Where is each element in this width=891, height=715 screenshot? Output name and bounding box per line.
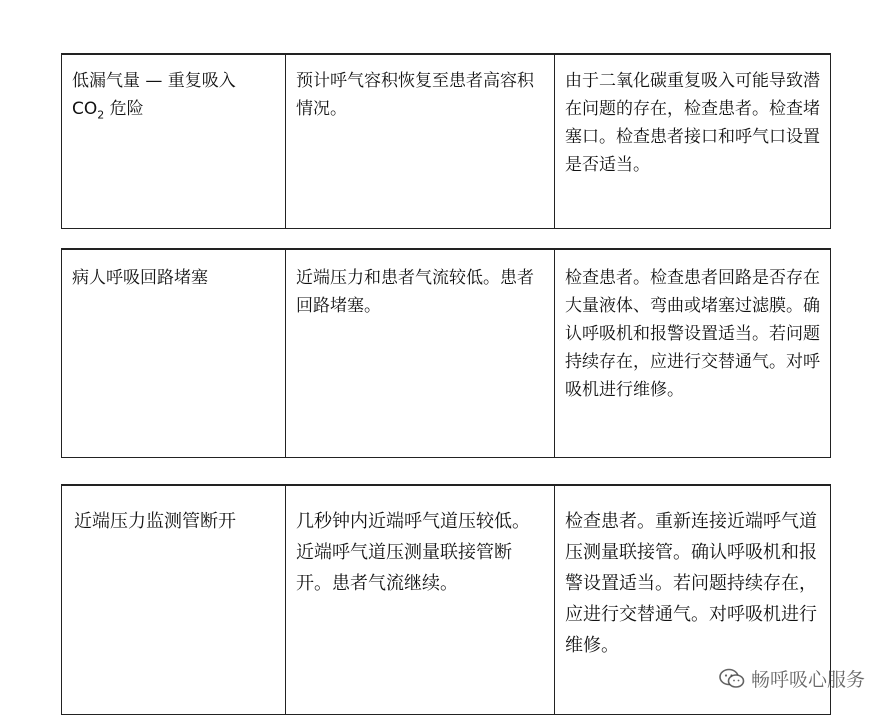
action-cell: 检查患者。检查患者回路是否存在大量液体、弯曲或堵塞过滤膜。确认呼吸机和报警设置适当。若问题持续存在，应进行交替通气。对呼吸机进行维修。 bbox=[554, 250, 830, 457]
condition-suffix: 危险 bbox=[104, 99, 144, 119]
table-row bbox=[61, 484, 831, 715]
condition-cell bbox=[62, 55, 285, 228]
condition-text: 低漏气量 — 重复吸入 bbox=[72, 71, 236, 91]
description-cell: 近端压力和患者气流较低。患者回路堵塞。 bbox=[285, 250, 554, 457]
condition-cell: 近端压力监测管断开 bbox=[74, 511, 236, 532]
description-cell: 几秒钟内近端呼气道压较低。近端呼气道压测量联接管断开。患者气流继续。 bbox=[285, 486, 554, 714]
action-cell: 由于二氧化碳重复吸入可能导致潜在问题的存在，检查患者。检查堵塞口。检查患者接口和呼气口设置是否适当。 bbox=[554, 55, 830, 228]
description-cell: 预计呼气容积恢复至患者高容积情况。 bbox=[285, 55, 554, 228]
table-row bbox=[61, 53, 831, 229]
watermark-text: 畅呼吸心服务 bbox=[750, 669, 865, 691]
co2-label: $CO_2$ bbox=[72, 99, 105, 122]
action-cell: 检查患者。重新连接近端呼气道压测量联接管。确认呼吸机和报警设置适当。若问题持续存在，应进行交替通气。对呼吸机进行维修。 bbox=[554, 486, 830, 714]
table-row bbox=[61, 248, 831, 458]
wechat-icon bbox=[719, 668, 745, 690]
watermark bbox=[719, 665, 865, 692]
condition-cell: 病人呼吸回路堵塞 bbox=[72, 268, 208, 288]
